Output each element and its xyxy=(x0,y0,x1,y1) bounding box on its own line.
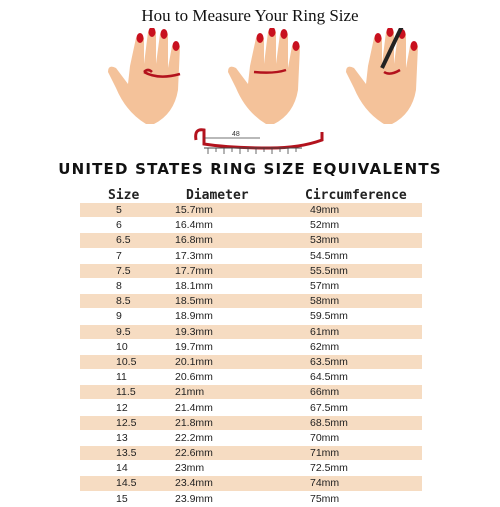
table-title: UNITED STATES RING SIZE EQUIVALENTS xyxy=(58,160,442,178)
table-row xyxy=(80,309,422,324)
diameter-cell: 18.5mm xyxy=(175,295,213,308)
size-cell: 12.5 xyxy=(116,416,137,429)
diameter-cell: 16.4mm xyxy=(175,219,213,232)
hand-with-ribbon-icon xyxy=(108,28,180,124)
size-cell: 14 xyxy=(116,462,128,475)
size-cell: 9 xyxy=(116,310,122,323)
table-row xyxy=(80,340,422,355)
circumference-cell: 64.5mm xyxy=(310,371,348,384)
size-cell: 6 xyxy=(116,219,122,232)
diameter-cell: 21mm xyxy=(175,386,205,399)
table-row xyxy=(80,446,422,461)
size-cell: 10.5 xyxy=(116,355,137,368)
circumference-cell: 59.5mm xyxy=(310,310,348,323)
circumference-cell: 54.5mm xyxy=(310,249,348,262)
circumference-cell: 52mm xyxy=(310,219,340,232)
circumference-cell: 61mm xyxy=(310,325,340,338)
size-cell: 10 xyxy=(116,340,128,353)
table-row xyxy=(80,264,422,279)
diameter-cell: 20.1mm xyxy=(175,355,213,368)
ruler-icon xyxy=(190,118,330,162)
page-title: Hou to Measure Your Ring Size xyxy=(141,6,359,25)
diameter-cell: 17.7mm xyxy=(175,264,213,277)
size-cell: 13 xyxy=(116,431,128,444)
size-cell: 14.5 xyxy=(116,477,137,490)
header-circumference: Circumference xyxy=(305,188,407,203)
table-row xyxy=(80,416,422,431)
circumference-cell: 70mm xyxy=(310,431,340,444)
table-row xyxy=(80,355,422,370)
diameter-cell: 19.3mm xyxy=(175,325,213,338)
circumference-cell: 58mm xyxy=(310,295,340,308)
circumference-cell: 68.5mm xyxy=(310,416,348,429)
diameter-cell: 15.7mm xyxy=(175,204,213,217)
circumference-cell: 62mm xyxy=(310,340,340,353)
diameter-cell: 22.6mm xyxy=(175,447,213,460)
diameter-cell: 23mm xyxy=(175,462,205,475)
diameter-cell: 18.1mm xyxy=(175,280,213,293)
size-cell: 11.5 xyxy=(116,386,136,399)
table-row xyxy=(80,431,422,446)
table-row xyxy=(80,233,422,248)
diameter-cell: 17.3mm xyxy=(175,249,213,262)
diameter-cell: 21.8mm xyxy=(175,416,213,429)
header-diameter: Diameter xyxy=(186,188,249,203)
table-row xyxy=(80,400,422,415)
size-cell: 9.5 xyxy=(116,325,131,338)
diameter-cell: 23.9mm xyxy=(175,492,213,505)
diameter-cell: 19.7mm xyxy=(175,340,213,353)
hand-with-ribbon-icon xyxy=(228,28,300,124)
size-cell: 13.5 xyxy=(116,447,137,460)
circumference-cell: 66mm xyxy=(310,386,340,399)
diameter-cell: 18.9mm xyxy=(175,310,213,323)
table-row xyxy=(80,325,422,340)
size-table xyxy=(80,203,422,507)
size-cell: 6.5 xyxy=(116,234,131,247)
diameter-cell: 20.6mm xyxy=(175,371,213,384)
circumference-cell: 75mm xyxy=(310,492,340,505)
hand-with-pen-icon xyxy=(346,28,418,124)
circumference-cell: 49mm xyxy=(310,204,340,217)
table-row xyxy=(80,279,422,294)
diameter-cell: 16.8mm xyxy=(175,234,213,247)
circumference-cell: 55.5mm xyxy=(310,264,348,277)
size-cell: 8 xyxy=(116,280,122,293)
circumference-cell: 67.5mm xyxy=(310,401,348,414)
diameter-cell: 23.4mm xyxy=(175,477,213,490)
size-cell: 15 xyxy=(116,492,128,505)
table-row xyxy=(80,385,422,400)
circumference-cell: 72.5mm xyxy=(310,462,348,475)
header-size: Size xyxy=(108,188,140,203)
circumference-cell: 53mm xyxy=(310,234,340,247)
table-row xyxy=(80,249,422,264)
table-row xyxy=(80,218,422,233)
diameter-cell: 21.4mm xyxy=(175,401,213,414)
circumference-cell: 63.5mm xyxy=(310,355,348,368)
size-cell: 8.5 xyxy=(116,295,131,308)
table-row xyxy=(80,370,422,385)
table-row xyxy=(80,492,422,507)
table-row xyxy=(80,294,422,309)
table-row xyxy=(80,461,422,476)
hand-illustrations xyxy=(0,28,500,128)
circumference-cell: 71mm xyxy=(310,447,340,460)
circumference-cell: 74mm xyxy=(310,477,340,490)
size-cell: 7.5 xyxy=(116,264,131,277)
diameter-cell: 22.2mm xyxy=(175,431,213,444)
size-cell: 12 xyxy=(116,401,128,414)
size-cell: 11 xyxy=(116,371,127,384)
ruler-label: 48 xyxy=(232,131,240,138)
table-row xyxy=(80,476,422,491)
size-cell: 5 xyxy=(116,204,122,217)
table-row xyxy=(80,203,422,218)
circumference-cell: 57mm xyxy=(310,280,340,293)
size-cell: 7 xyxy=(116,249,122,262)
